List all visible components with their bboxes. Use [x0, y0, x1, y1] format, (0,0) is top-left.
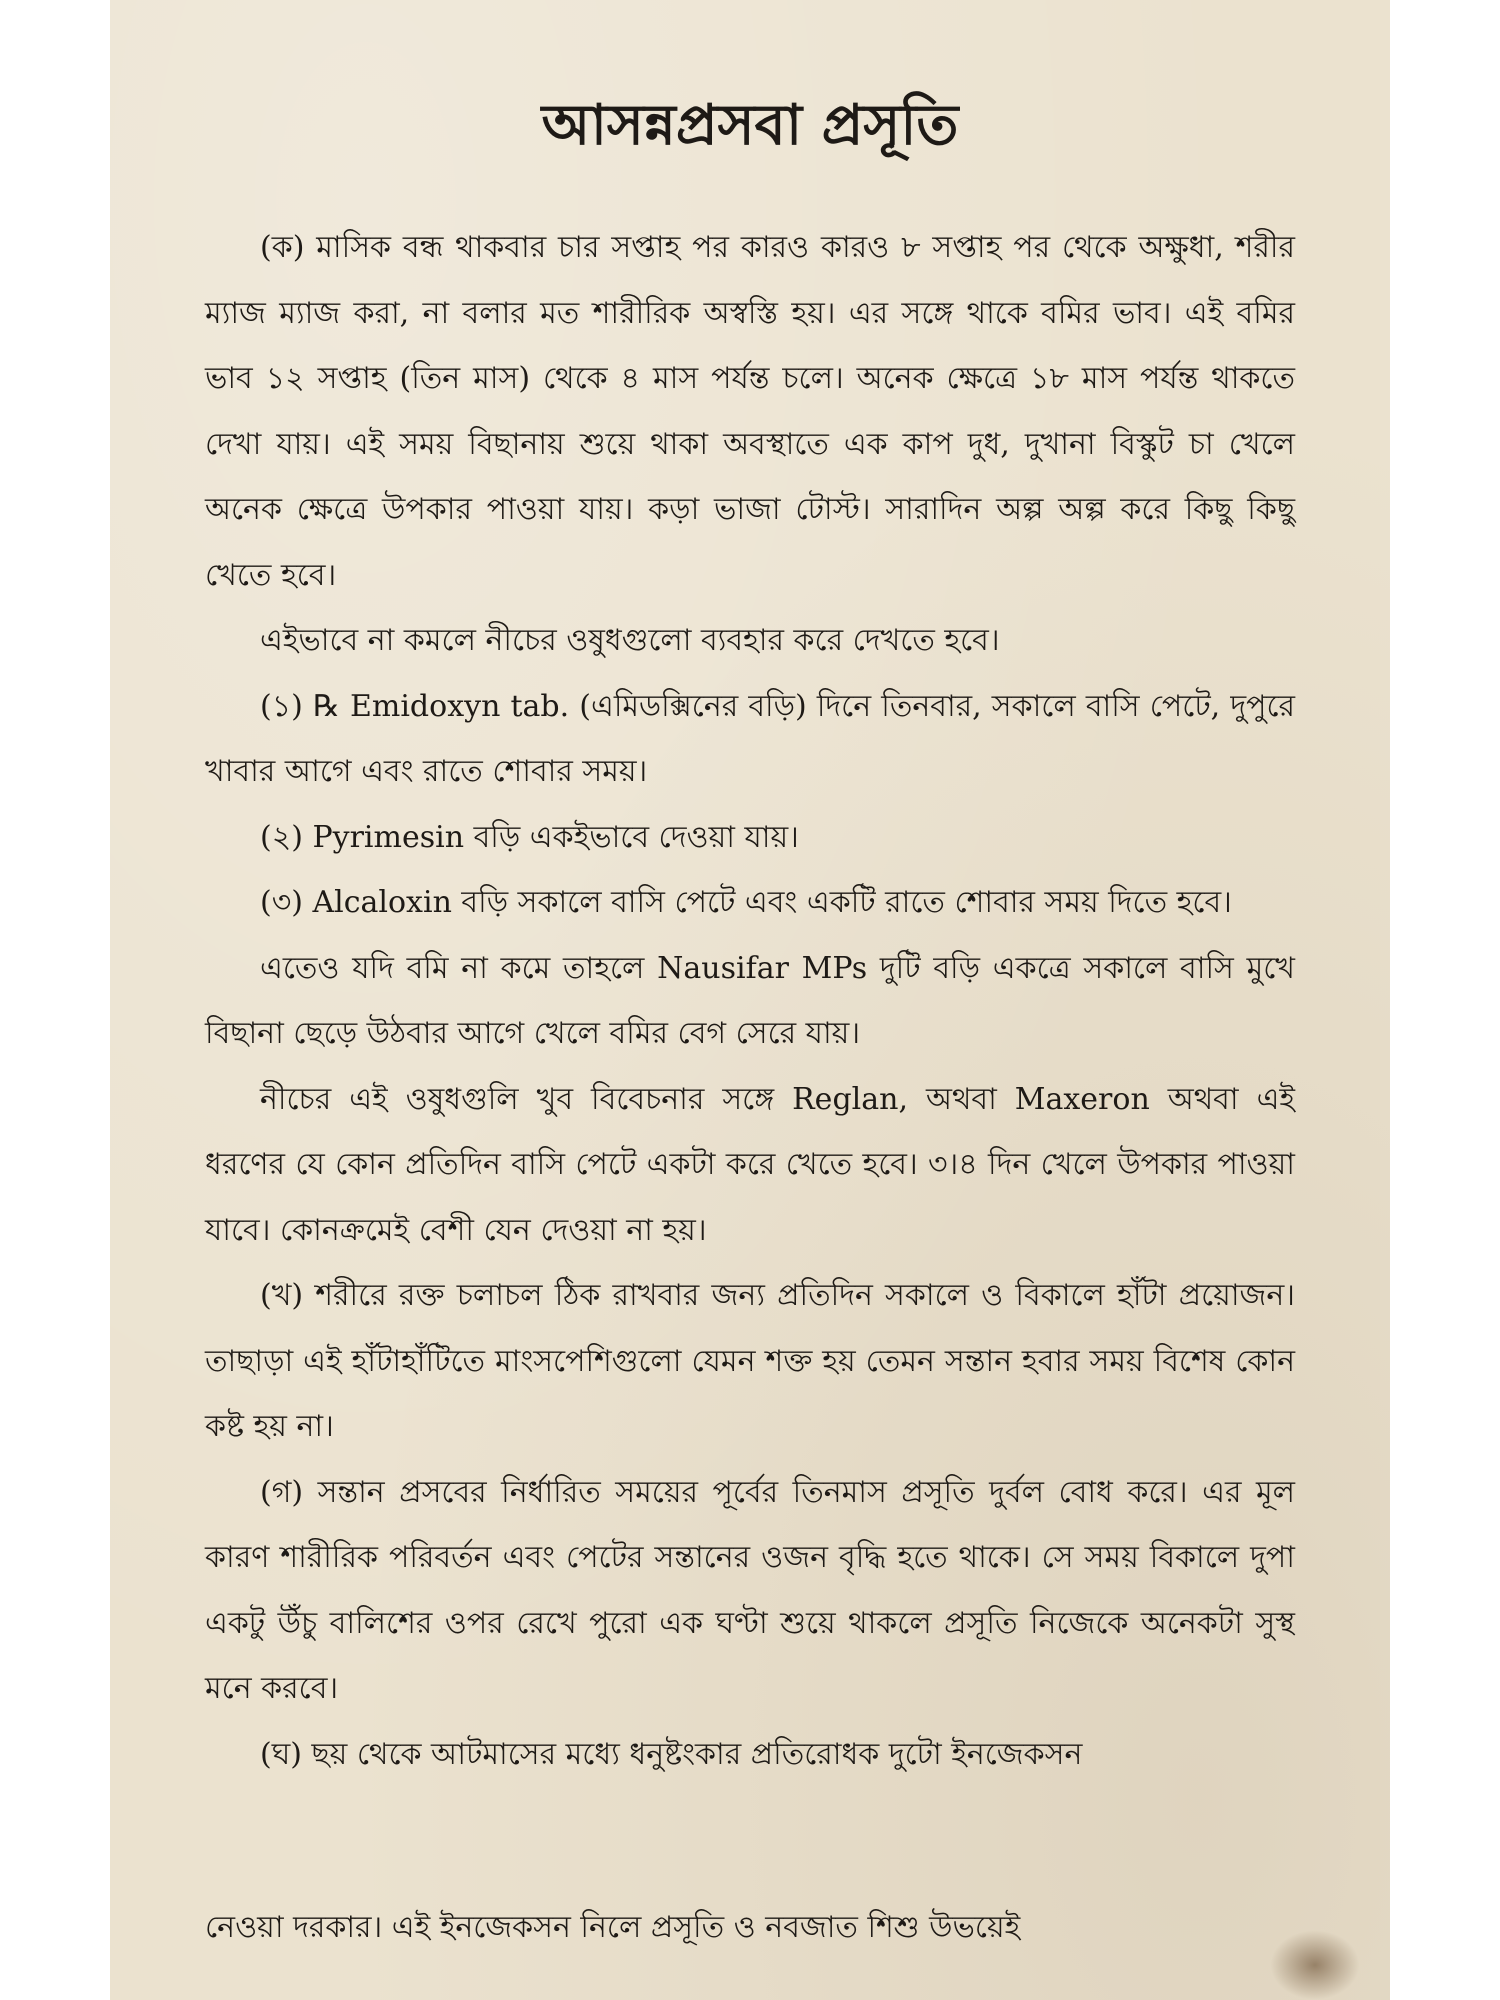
paragraph-item-3: (৩) Alcaloxin বড়ি সকালে বাসি পেটে এবং একটি রাতে শোবার সময় দিতে হবে।	[260, 885, 1232, 920]
book-page	[110, 0, 1390, 2000]
last-line-text: নেওয়া দরকার। এই ইনজেকসন নিলে প্রসূতি ও নবজাত শিশু উভয়েই	[205, 1910, 1021, 1945]
paragraph-gha: (ঘ) ছয় থেকে আটমাসের মধ্যে ধনুষ্টংকার প্রতিরোধক দুটো ইনজেকসন	[260, 1736, 1083, 1772]
paragraph-item-2: (২) Pyrimesin বড়ি একইভাবে দেওয়া যায়।	[260, 819, 799, 855]
paragraph-ga: (গ) সন্তান প্রসবের নির্ধারিত সময়ের পূর্বের তিনমাস প্রসূতি দুর্বল বোধ করে। এর মূল কারণ শারীরিক পরিবর্তন এবং পেটের সন্তানের ওজন বৃদ্ধি হতে থাকে। সে সময় বিকালে দুপা একটু উঁচু বালিশের ওপর রেখে পুরো এক ঘণ্টা শুয়ে থাকলে প্রসূতি নিজেকে অনেকটা সুস্থ মনে করবে।	[205, 1474, 1295, 1706]
paragraph-medicine-intro: এইভাবে না কমলে নীচের ওষুধগুলো ব্যবহার করে দেখতে হবে।	[260, 623, 1000, 658]
paragraph-item-1: (১) ℞ Emidoxyn tab. (এমিডক্সিনের বড়ি) দিনে তিনবার, সকালে বাসি পেটে, দুপুরে খাবার আগে এবং রাতে শোবার সময়।	[205, 688, 1295, 789]
page-title: আসন্নপ্রসবা প্রসূতি	[541, 92, 959, 158]
page-stain	[1270, 1930, 1360, 2000]
paragraph-ka: (ক) মাসিক বন্ধ থাকবার চার সপ্তাহ পর কারও কারও ৮ সপ্তাহ পর থেকে অক্ষুধা, শরীর ম্যাজ ম্যাজ করা, না বলার মত শারীরিক অস্বস্তি হয়। এর সঙ্গে থাকে বমির ভাব। এই বমির ভাব ১২ সপ্তাহ (তিন মাস) থেকে ৪ মাস পর্যন্ত চলে। অনেক ক্ষেত্রে ১৮ মাস পর্যন্ত থাকতে দেখা যায়। এই সময় বিছানায় শুয়ে থাকা অবস্থাতে এক কাপ দুধ, দুখানা বিস্কুট চা খেলে অনেক ক্ষেত্রে উপকার পাওয়া যায়। কড়া ভাজা টোস্ট। সারাদিন অল্প অল্প করে কিছু কিছু খেতে হবে।	[205, 230, 1295, 593]
body-text	[205, 215, 1295, 1787]
paragraph-nausifar: এতেও যদি বমি না কমে তাহলে Nausifar MPs দুটি বড়ি একত্রে সকালে বাসি মুখে বিছানা ছেড়ে উঠবার আগে খেলে বমির বেগ সেরে যায়।	[205, 950, 1295, 1051]
paragraph-reglan: নীচের এই ওষুধগুলি খুব বিবেচনার সঙ্গে Reglan, অথবা Maxeron অথবা এই ধরণের যে কোন প্রতিদিন বাসি পেটে একটা করে খেতে হবে। ৩।৪ দিন খেলে উপকার পাওয়া যাবে। কোনক্রমেই বেশী যেন দেওয়া না হয়।	[205, 1081, 1295, 1248]
paragraph-kha: (খ) শরীরে রক্ত চলাচল ঠিক রাখবার জন্য প্রতিদিন সকালে ও বিকালে হাঁটা প্রয়োজন। তাছাড়া এই হাঁটাহাঁটিতে মাংসপেশিগুলো যেমন শক্ত হয় তেমন সন্তান হবার সময় বিশেষ কোন কষ্ট হয় না।	[205, 1278, 1295, 1444]
